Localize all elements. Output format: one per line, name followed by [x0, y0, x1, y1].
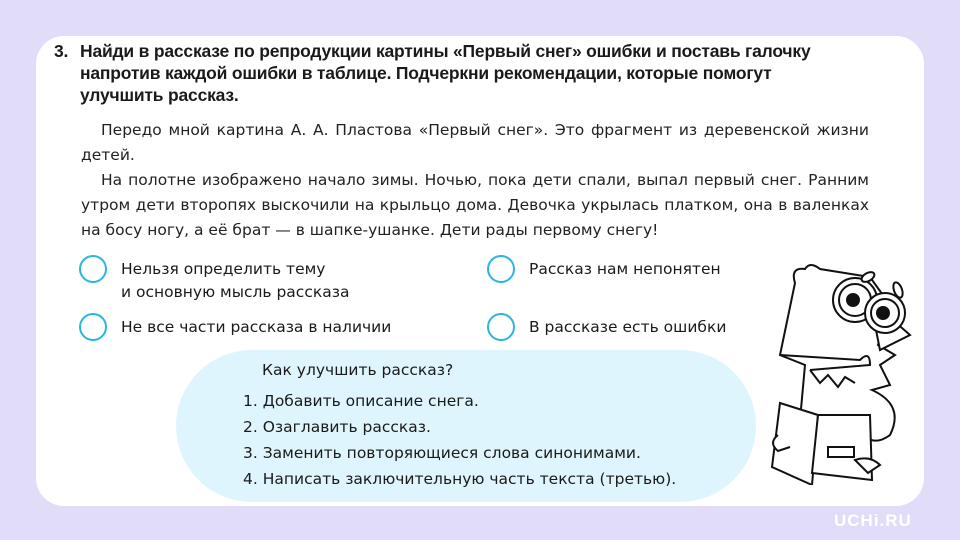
option-missing-parts[interactable]: [79, 316, 391, 341]
task-number: 3.: [54, 41, 69, 61]
story-paragraph: На полотне изображено начало зимы. Ночью, пока дети спали, выпал первый снег. Ранним утром дети второпях выскочили на крыльцо дома. Девочка укрылась платком, она в валенках на босу ногу, а её брат — в шапке-ушанке. Дети рады первому снегу!: [81, 171, 869, 239]
checkbox-circle[interactable]: [487, 313, 515, 341]
uchi-ru-logo: UCHi.RU: [834, 511, 912, 530]
option-label: Рассказ нам непонятен: [529, 260, 721, 278]
checkbox-circle[interactable]: [79, 255, 107, 283]
improve-item: 3. Заменить повторяющиеся слова синонимами.: [243, 444, 641, 462]
task-instruction: [54, 40, 854, 106]
checkbox-circle[interactable]: [79, 313, 107, 341]
improve-item: 2. Озаглавить рассказ.: [243, 418, 431, 436]
improve-title: Как улучшить рассказ?: [262, 361, 454, 379]
improve-item: 4. Написать заключительную часть текста (третью).: [243, 470, 677, 488]
improve-list: [243, 388, 676, 492]
improve-item: 1. Добавить описание снега.: [243, 392, 479, 410]
option-label: Нельзя определить тему и основную мысль рассказа: [121, 260, 350, 301]
story-text: [81, 118, 869, 243]
option-label: В рассказе есть ошибки: [529, 318, 727, 336]
story-paragraph: Передо мной картина А. А. Пластова «Первый снег». Это фрагмент из деревенской жизни детей.: [81, 121, 869, 164]
option-label: Не все части рассказа в наличии: [121, 318, 392, 336]
option-no-theme[interactable]: [79, 258, 349, 304]
dinosaur-reading-illustration: [760, 255, 920, 485]
option-has-errors[interactable]: [487, 316, 726, 341]
option-not-clear[interactable]: [487, 258, 721, 283]
checkbox-circle[interactable]: [487, 255, 515, 283]
task-text: Найди в рассказе по репродукции картины «Первый снег» ошибки и поставь галочку напротив каждой ошибки в таблице. Подчеркни рекомендации, которые помогут улучшить рассказ.: [80, 41, 811, 105]
